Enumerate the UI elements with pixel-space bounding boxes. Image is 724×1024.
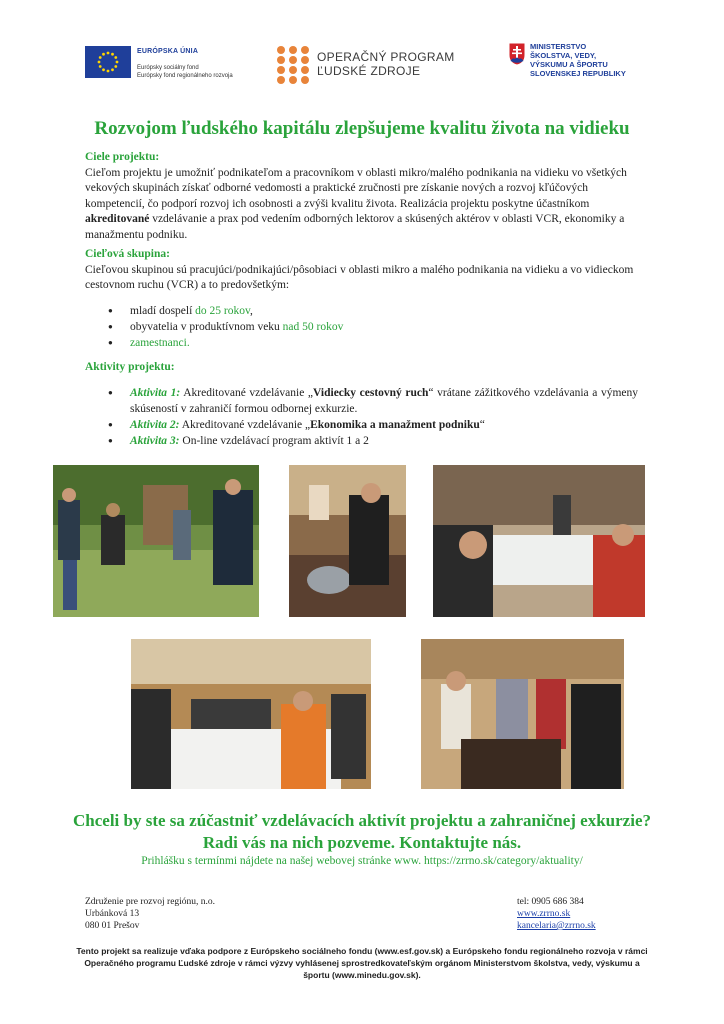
goals-text-bold: akreditované	[85, 213, 150, 225]
email-link[interactable]: kancelaria@zrrno.sk	[517, 921, 596, 931]
photo-field-visit	[53, 465, 259, 617]
web-link[interactable]: www.zrrno.sk	[517, 909, 571, 919]
list-item: ● mladí dospelí do 25 rokov,	[108, 303, 648, 319]
ministry-line4: SLOVENSKEJ REPUBLIKY	[530, 69, 626, 78]
list-item: ● Aktivita 1: Akreditované vzdelávanie „Vidiecky cestovný ruch“ vrátane zážitkového vzdelávania a výmeny skúseností v zahraničí formou odbornej exkurzie.	[108, 385, 638, 417]
goals-text	[85, 166, 645, 244]
contact-block	[517, 896, 596, 932]
eu-title: EURÓPSKA ÚNIA	[137, 48, 199, 55]
city: 080 01 Prešov	[85, 921, 140, 931]
op-line1: OPERAČNÝ PROGRAM	[317, 50, 455, 64]
cta-headline: Chceli by ste sa zúčastniť vzdelávacích aktivít projektu a zahraničnej exkurzie?	[73, 811, 651, 830]
page-title: Rozvojom ľudského kapitálu zlepšujeme kvalitu života na vidieku	[94, 118, 630, 139]
list-item: ● obyvatelia v produktívnom veku nad 50 rokov	[108, 319, 648, 335]
op-logo	[275, 42, 455, 86]
eu-fund-line1: Európsky sociálny fond	[137, 65, 199, 71]
goals-text-part1: Cieľom projektu je umožniť podnikateľom a pracovníkom v oblasti mikro/malého podnikania na vidieku vo všetkých vekových skupinách získať odborné vedomosti a praktické zručnosti pre získanie nových a rozvoj kľúčových kompetencií, čo podporí rozvoj ich osobnosti a zvýši kvalitu života. Realizácia projektu poskytne účastníkom	[85, 166, 627, 210]
target-text: Cieľovou skupinou sú pracujúci/podnikajúci/pôsobiaci v oblasti mikro a malého podnikania na vidieku a vo vidieckom cestovnom ruchu (VCR) a to predovšetkým:	[85, 263, 634, 291]
list-item: ● zamestnanci.	[108, 335, 648, 351]
street: Urbánková 13	[85, 909, 140, 919]
photo-seminar-1	[433, 465, 645, 617]
op-dots-icon	[275, 44, 311, 84]
op-line2: ĽUDSKÉ ZDROJE	[317, 64, 421, 78]
org-name: Združenie pre rozvoj regiónu, n.o.	[85, 897, 216, 907]
ministry-line3: VÝSKUMU A ŠPORTU	[530, 60, 608, 69]
activities-section	[85, 360, 645, 376]
target-list	[108, 303, 648, 351]
ministry-line1: MINISTERSTVO	[530, 42, 587, 51]
activities-heading: Aktivity projektu:	[85, 361, 175, 373]
cta-note: Prihlášku s termínmi nájdete na našej webovej stránke www. https://zrrno.sk/category/aktuality/	[141, 855, 583, 867]
cta-subheadline: Radi vás na nich pozveme. Kontaktujte nás.	[202, 833, 522, 852]
goals-section	[85, 150, 645, 243]
photo-discussion	[421, 639, 624, 789]
header-logos	[0, 40, 724, 90]
ministry-line2: ŠKOLSTVA, VEDY,	[530, 51, 597, 60]
eu-logo	[85, 46, 245, 82]
list-item: ● Aktivita 2: Akreditované vzdelávanie „Ekonomika a manažment podniku“	[108, 417, 638, 433]
goals-heading: Ciele projektu:	[85, 151, 160, 163]
slovak-crest-icon	[508, 42, 526, 66]
target-heading: Cieľová skupina:	[85, 248, 170, 260]
photo-seminar-2	[131, 639, 371, 789]
phone: tel: 0905 686 384	[517, 897, 584, 907]
address-block	[85, 896, 215, 932]
photo-cooking	[289, 465, 406, 617]
eu-fund-line2: Európsky fond regionálneho rozvoja	[137, 73, 233, 79]
ministry-logo	[508, 40, 648, 86]
target-section	[85, 247, 645, 294]
goals-text-part2: vzdelávanie a prax pod vedením odborných lektorov a skúsených aktérov v oblasti VCR, ekonomiky a manažmentu podniku.	[85, 213, 625, 241]
eu-flag-icon	[85, 46, 131, 78]
list-item: ● Aktivita 3: On-line vzdelávací program aktivít 1 a 2	[108, 433, 638, 449]
footer-note: Tento projekt sa realizuje vďaka podpore z Európskeho sociálneho fondu (www.esf.gov.sk) a Európskeho fondu regionálneho rozvoja v rámci Operačného programu Ľudské zdroje v rámci výzvy vyhlásenej sprostredkovateľským orgánom Ministerstvom školstva, vedy, výskumu a športu (www.minedu.gov.sk).	[76, 946, 648, 980]
activities-list	[108, 385, 638, 449]
